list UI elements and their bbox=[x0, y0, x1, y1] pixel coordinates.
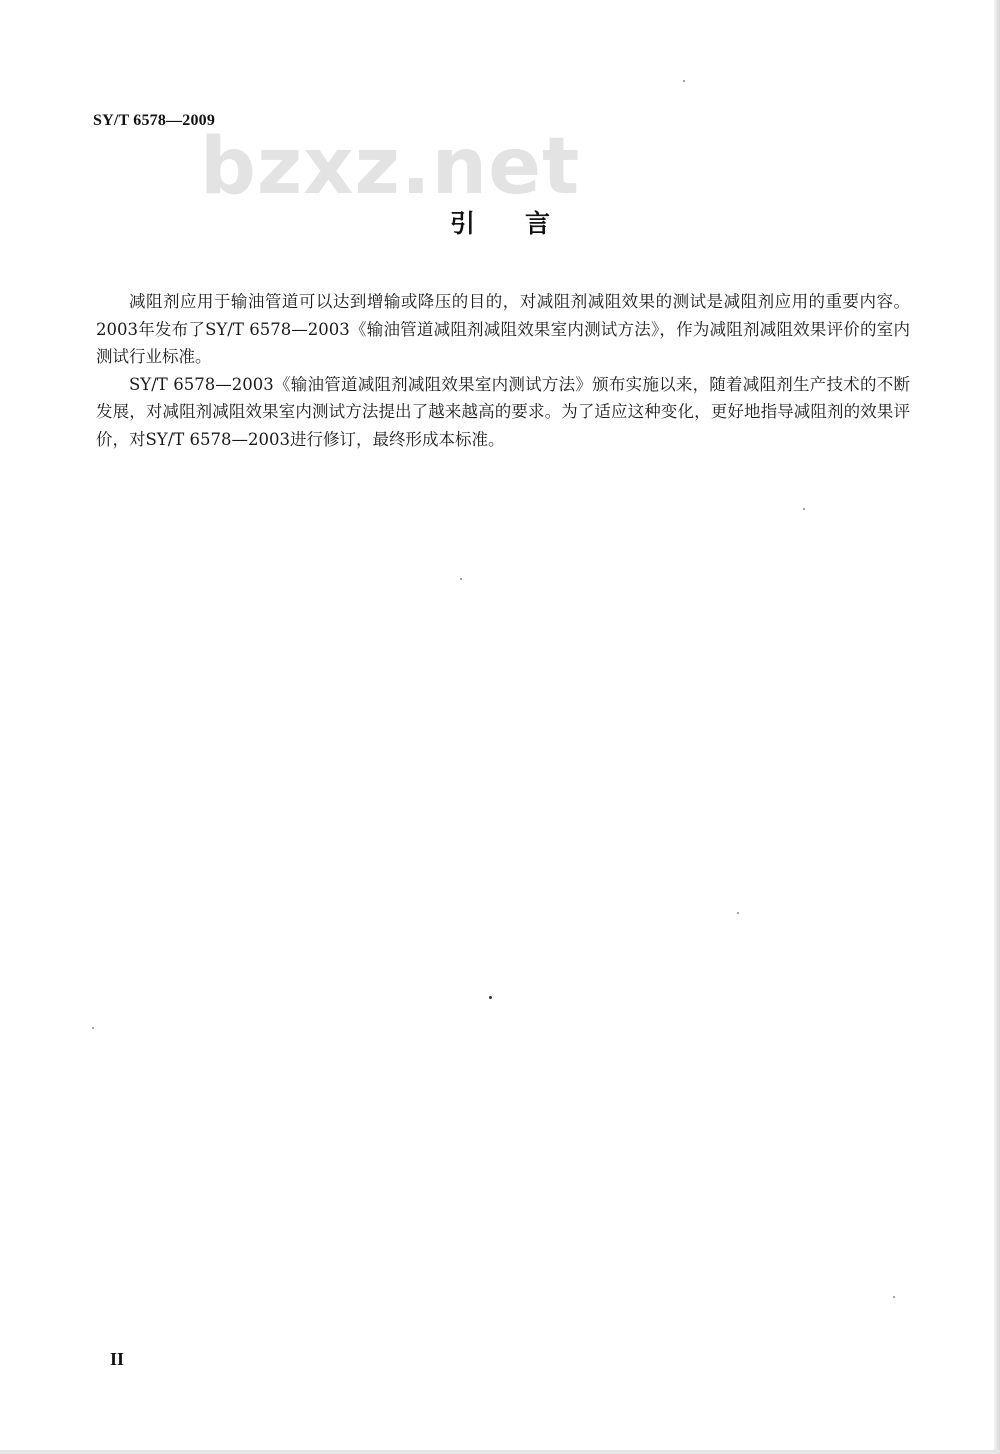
scan-speck bbox=[92, 1027, 94, 1029]
scan-speck bbox=[683, 80, 685, 82]
page-number: II bbox=[110, 1349, 125, 1369]
paragraph-1: 减阻剂应用于输油管道可以达到增输或降压的目的，对减阻剂减阻效果的测试是减阻剂应用的重要内容。2003年发布了SY/T 6578—2003《输油管道减阻剂减阻效果室内测试方法》，作为减阻剂减阻效果评价的室内测试行业标准。 bbox=[96, 292, 910, 366]
standard-code: SY/T 6578—2009 bbox=[93, 112, 216, 129]
page-bottom-edge bbox=[0, 1450, 1000, 1454]
section-title: 引言 bbox=[449, 209, 600, 238]
scan-speck bbox=[803, 508, 805, 510]
page-edge bbox=[994, 0, 1000, 1454]
paragraph-2: SY/T 6578—2003《输油管道减阻剂减阻效果室内测试方法》颁布实施以来，随着减阻剂生产技术的不断发展，对减阻剂减阻效果室内测试方法提出了越来越高的要求。为了适应这种变化，更好地指导减阻剂的效果评价，对SY/T 6578—2003进行修订，最终形成本标准。 bbox=[96, 374, 910, 449]
scan-speck bbox=[489, 996, 492, 999]
scan-speck bbox=[737, 912, 739, 914]
scan-speck bbox=[460, 578, 462, 580]
scan-speck bbox=[893, 1296, 895, 1298]
watermark: bzxz.net bbox=[200, 122, 581, 212]
body-text bbox=[96, 288, 910, 453]
